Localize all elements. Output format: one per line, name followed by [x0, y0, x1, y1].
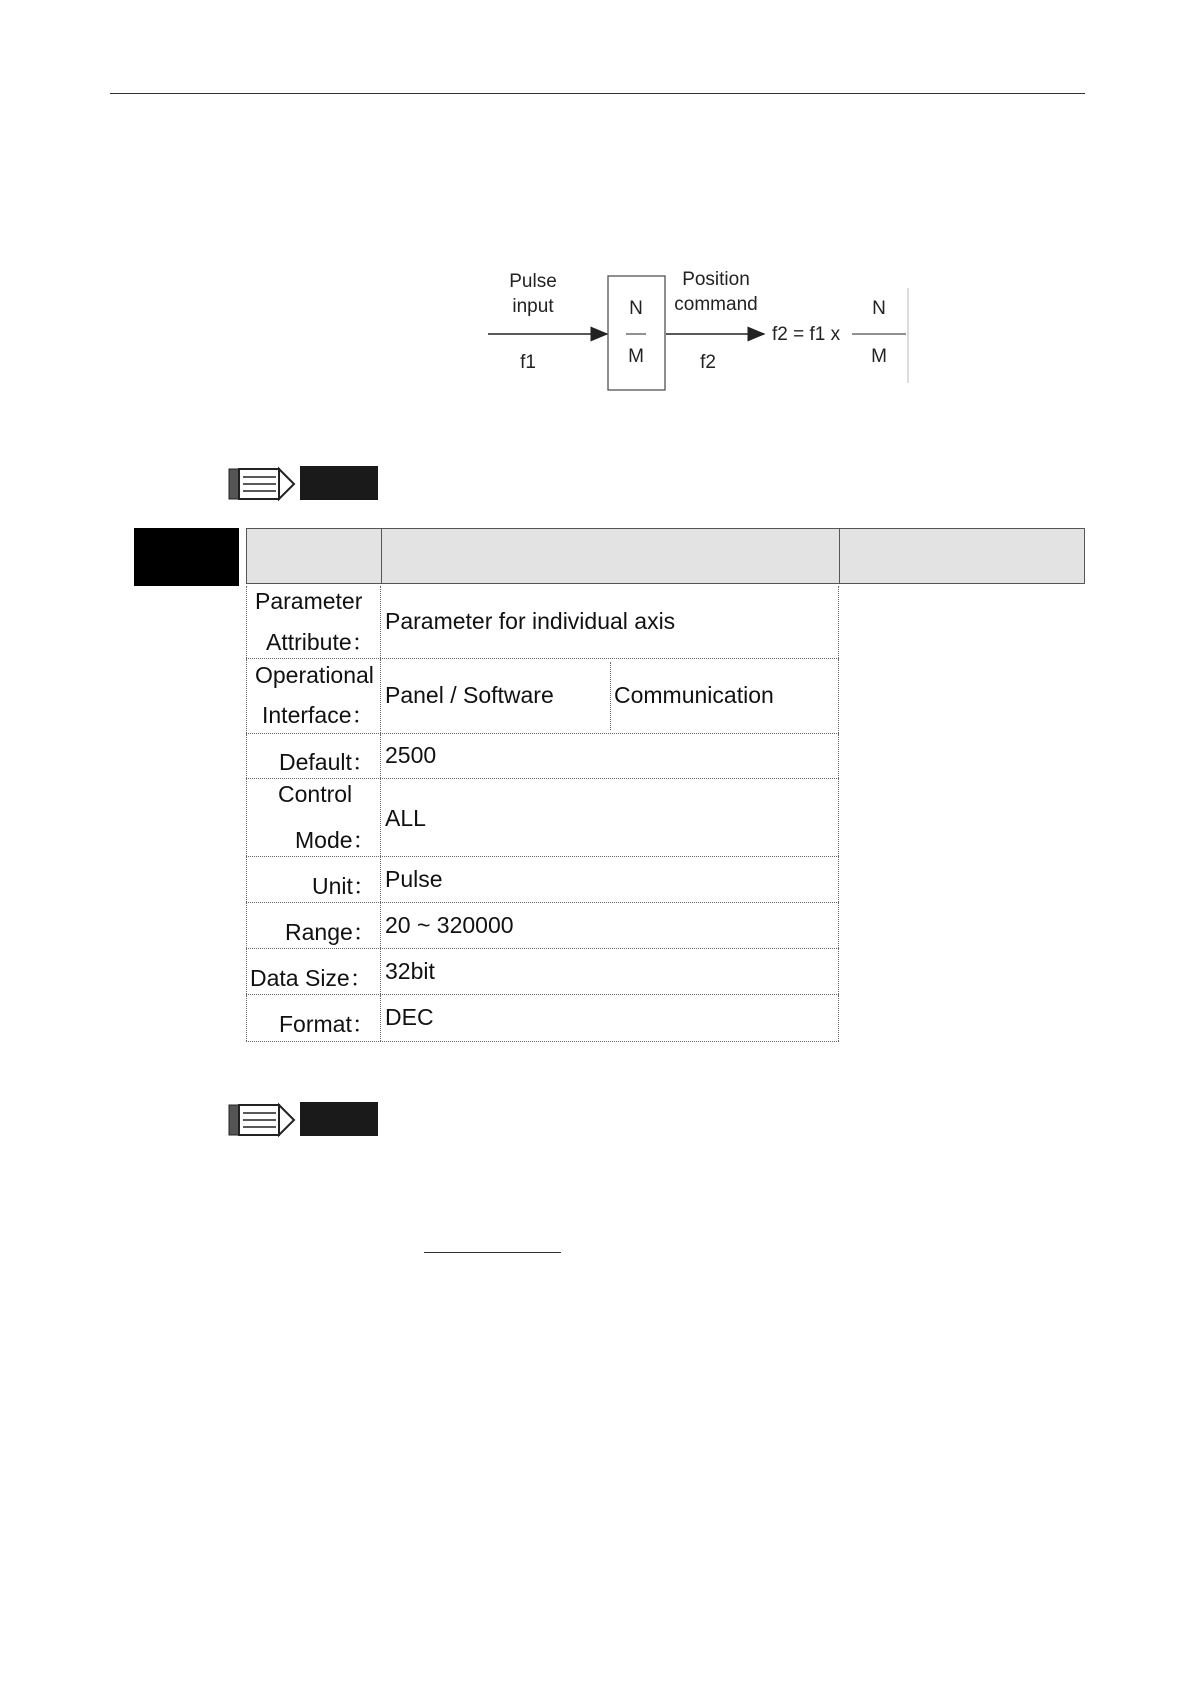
header-cell-1	[246, 528, 382, 584]
note-tag	[300, 466, 378, 500]
f2-label: f2	[700, 352, 716, 373]
box-numerator: N	[629, 298, 643, 319]
format-value: DEC	[385, 1004, 434, 1030]
note-tag	[300, 1102, 378, 1136]
electronic-gear-diagram	[480, 258, 920, 398]
range-label: Range：	[285, 919, 376, 945]
formula-denominator: M	[871, 346, 887, 367]
control-mode-label-1: Control	[278, 781, 353, 807]
pulse-input-label-1: Pulse	[509, 271, 557, 292]
data-size-value: 32bit	[385, 958, 435, 984]
formula-numerator: N	[872, 298, 886, 319]
table-row	[246, 659, 839, 734]
table-row	[246, 779, 839, 857]
table-row	[246, 586, 839, 659]
format-label: Format：	[279, 1011, 375, 1037]
f1-label: f1	[520, 352, 536, 373]
param-attr-label-2: Attribute：	[266, 629, 375, 655]
default-value: 2500	[385, 742, 437, 768]
op-if-divider	[610, 662, 611, 730]
range-value: 20 ~ 320000	[385, 912, 514, 938]
position-command-label-1: Position	[682, 269, 750, 290]
op-if-label-1: Operational	[255, 662, 374, 688]
header-cell-3	[839, 528, 1085, 584]
unit-value: Pulse	[385, 866, 443, 892]
position-command-label-2: command	[674, 294, 758, 315]
box-denominator: M	[628, 346, 644, 367]
header-cell-2	[381, 528, 840, 584]
table-row	[246, 949, 839, 995]
gear-ratio-box	[608, 276, 665, 390]
header-rule	[110, 93, 1085, 94]
default-label: Default：	[279, 749, 375, 775]
op-if-value-2: Communication	[614, 682, 774, 708]
table-row	[246, 995, 839, 1042]
op-if-value-1: Panel / Software	[385, 682, 554, 708]
pencil-note-icon	[228, 465, 298, 503]
control-mode-value: ALL	[385, 805, 426, 831]
table-row	[246, 903, 839, 949]
pulse-input-label-2: input	[512, 296, 554, 317]
table-row	[246, 857, 839, 903]
unit-label: Unit：	[312, 873, 376, 899]
parameter-id-tab	[134, 528, 239, 586]
param-attr-label-1: Parameter	[255, 588, 363, 614]
control-mode-label-2: Mode：	[295, 827, 376, 853]
pencil-note-icon	[228, 1101, 298, 1139]
op-if-label-2: Interface：	[262, 702, 375, 728]
table-row	[246, 734, 839, 779]
data-size-label: Data Size：	[250, 965, 373, 991]
param-attr-value: Parameter for individual axis	[385, 608, 676, 634]
fraction-underline	[424, 1252, 561, 1253]
formula-text: f2 = f1 x	[772, 324, 841, 345]
